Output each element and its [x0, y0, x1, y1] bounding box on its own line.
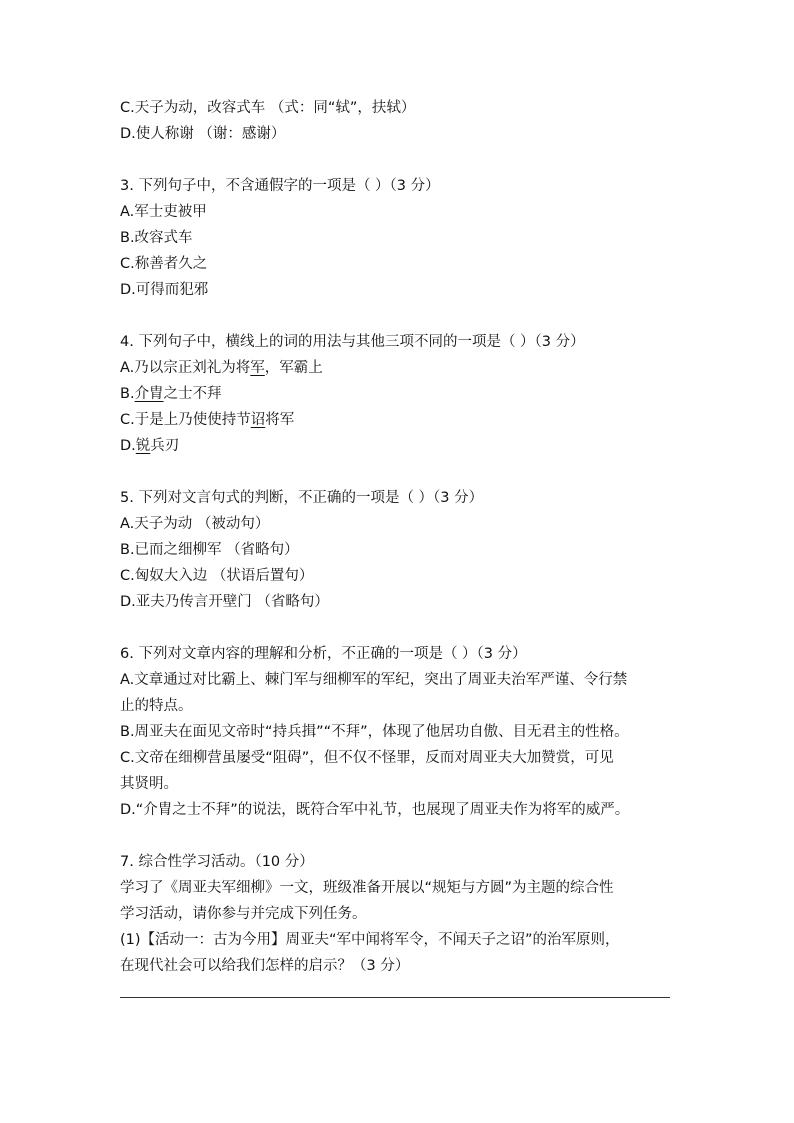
q4-option-c	[120, 407, 680, 433]
q7-sub1-line1: (1)【活动一：古为今用】周亚夫“军中闻将军令，不闻天子之诏”的治军原则，	[120, 932, 620, 948]
q4-option-b	[120, 381, 680, 407]
exam-page	[120, 95, 680, 979]
q7-stem: 7. 综合性学习活动。（10 分）	[120, 854, 314, 870]
q4-option-a	[120, 355, 680, 381]
q5-option-c: C.匈奴大入边 （状语后置句）	[120, 568, 314, 584]
q6-option-c-line2: 其贤明。	[120, 776, 178, 792]
q4-option-b-prefix: B.	[120, 386, 135, 402]
q4-option-a-suffix: ，军霸上	[264, 360, 323, 376]
q3-option-c: C.称善者久之	[120, 256, 208, 272]
q4-option-b-suffix: 之士不拜	[163, 386, 222, 402]
q7-intro-line2: 学习活动，请你参与并完成下列任务。	[120, 906, 367, 922]
q5-stem: 5. 下列对文言句式的判断，不正确的一项是（ ）（3 分）	[120, 490, 484, 506]
q6-stem: 6. 下列对文章内容的理解和分析，不正确的一项是（ ）（3 分）	[120, 646, 527, 662]
answer-blank-line[interactable]	[120, 997, 670, 998]
q4-stem: 4. 下列句子中，横线上的词的用法与其他三项不同的一项是（ ）（3 分）	[120, 334, 585, 350]
q3-option-b: B.改容式车	[120, 230, 193, 246]
q4-option-d-suffix: 兵刃	[150, 438, 180, 454]
q7-sub1-line2: 在现代社会可以给我们怎样的启示？（3 分）	[120, 958, 410, 974]
q4-option-a-underlined-word: 军	[250, 360, 265, 376]
q4-option-c-prefix: C.于是上乃使使持节	[120, 412, 251, 428]
q6-option-d: D.“介胄之士不拜”的说法，既符合军中礼节，也展现了周亚夫作为将军的威严。	[120, 802, 630, 818]
q3-option-a: A.军士吏被甲	[120, 204, 207, 220]
q5-option-a: A.天子为动 （被动句）	[120, 516, 270, 532]
q7-intro-line1: 学习了《周亚夫军细柳》一文，班级准备开展以“规矩与方圆”为主题的综合性	[120, 880, 614, 896]
q6-option-a-line1: A.文章通过对比霸上、棘门军与细柳军的军纪，突出了周亚夫治军严谨、令行禁	[120, 672, 628, 688]
q4-option-d-prefix: D.	[120, 438, 136, 454]
q5-option-b: B.已而之细柳军 （省略句）	[120, 542, 299, 558]
q4-option-c-suffix: 将军	[265, 412, 295, 428]
q6-option-a-line2: 止的特点。	[120, 698, 193, 714]
q4-option-c-underlined-word: 诏	[250, 412, 266, 428]
q3-stem: 3. 下列句子中，不含通假字的一项是（ ）（3 分）	[120, 178, 440, 194]
q2-option-c: C.天子为动，改容式车 （式：同“轼”，扶轼）	[120, 100, 416, 116]
q4-option-d-underlined-word: 锐	[135, 438, 151, 454]
q3-option-d: D.可得而犯邪	[120, 282, 209, 298]
q6-option-b: B.周亚夫在面见文帝时“持兵揖”“不拜”，体现了他居功自傲、目无君主的性格。	[120, 724, 629, 740]
q4-option-a-prefix: A.乃以宗正刘礼为将	[120, 360, 251, 376]
q4-option-d	[120, 433, 680, 459]
q6-option-c-line1: C.文帝在细柳营虽屡受“阻碍”，但不仅不怪罪，反而对周亚夫大加赞赏，可见	[120, 750, 614, 766]
q5-option-d: D.亚夫乃传言开壁门 （省略句）	[120, 594, 329, 610]
q2-option-d: D.使人称谢 （谢：感谢）	[120, 126, 286, 142]
q4-option-b-underlined-word: 介胄	[134, 386, 164, 402]
